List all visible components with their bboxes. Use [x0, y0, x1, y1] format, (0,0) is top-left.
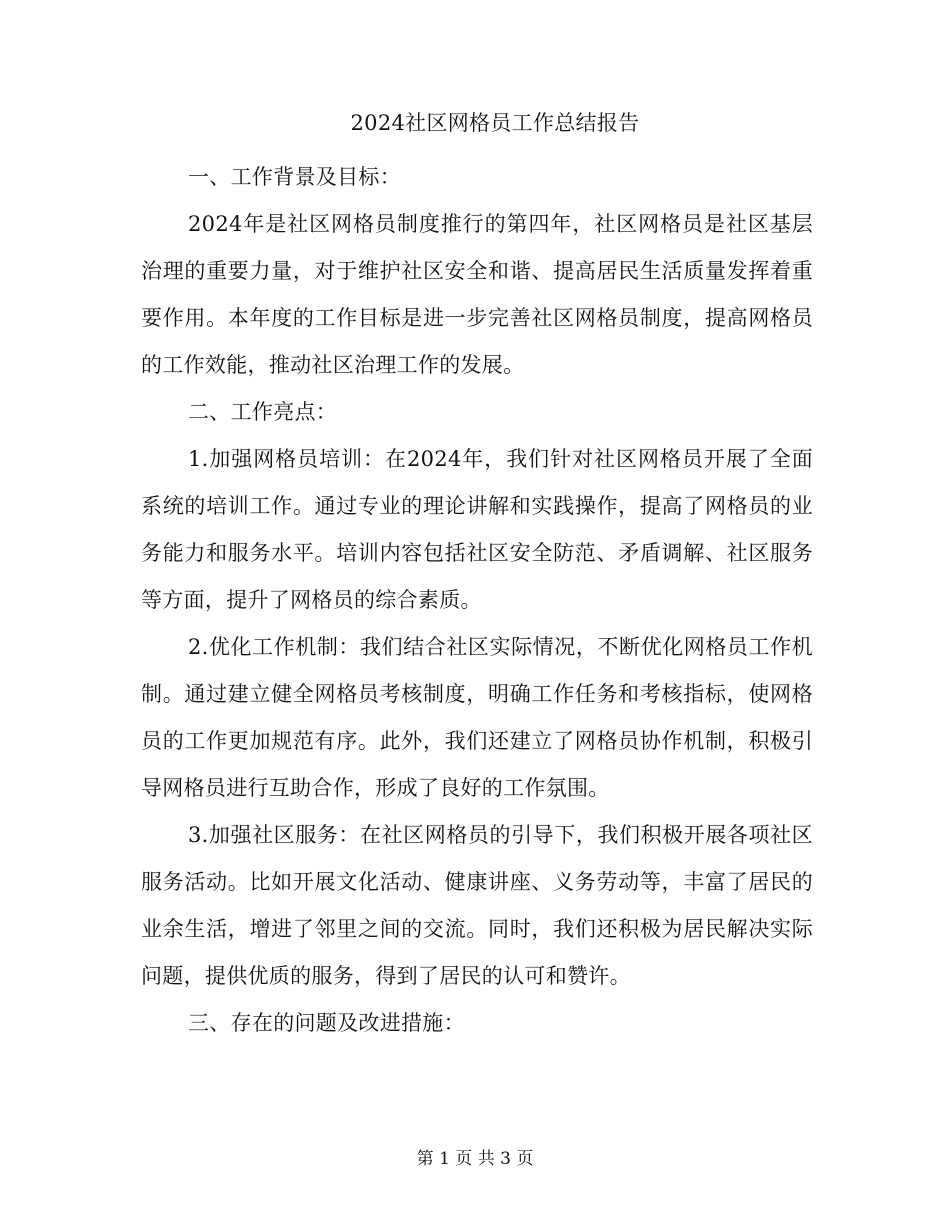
section-heading-problems: 三、存在的问题及改进措施：: [188, 1011, 465, 1035]
section-heading-highlights: 二、工作亮点：: [188, 400, 338, 424]
paragraph-mechanism: 2.优化工作机制：我们结合社区实际情况，不断优化网格员工作机制。通过建立健全网格员考核制度，明确工作任务和考核指标，使网格员的工作更加规范有序。此外，我们还建立了网格员协作机制，积极引导网格员进行互助合作，形成了良好的工作氛围。: [141, 635, 813, 800]
page-number-footer: 第 1 页 共 3 页: [416, 1149, 534, 1169]
document-body: [141, 154, 813, 1047]
paragraph-background: 2024年是社区网格员制度推行的第四年，社区网格员是社区基层治理的重要力量，对于维护社区安全和谐、提高居民生活质量发挥着重要作用。本年度的工作目标是进一步完善社区网格员制度，提高网格员的工作效能，推动社区治理工作的发展。: [141, 212, 813, 377]
paragraph-service: 3.加强社区服务：在社区网格员的引导下，我们积极开展各项社区服务活动。比如开展文化活动、健康讲座、义务劳动等，丰富了居民的业余生活，增进了邻里之间的交流。同时，我们还积极为居民解决实际问题，提供优质的服务，得到了居民的认可和赞许。: [141, 823, 813, 988]
paragraph-training: 1.加强网格员培训：在2024年，我们针对社区网格员开展了全面系统的培训工作。通过专业的理论讲解和实践操作，提高了网格员的业务能力和服务水平。培训内容包括社区安全防范、矛盾调解、社区服务等方面，提升了网格员的综合素质。: [141, 447, 813, 612]
section-heading-background: 一、工作背景及目标：: [188, 165, 401, 189]
document-title: 2024社区网格员工作总结报告: [350, 111, 640, 135]
